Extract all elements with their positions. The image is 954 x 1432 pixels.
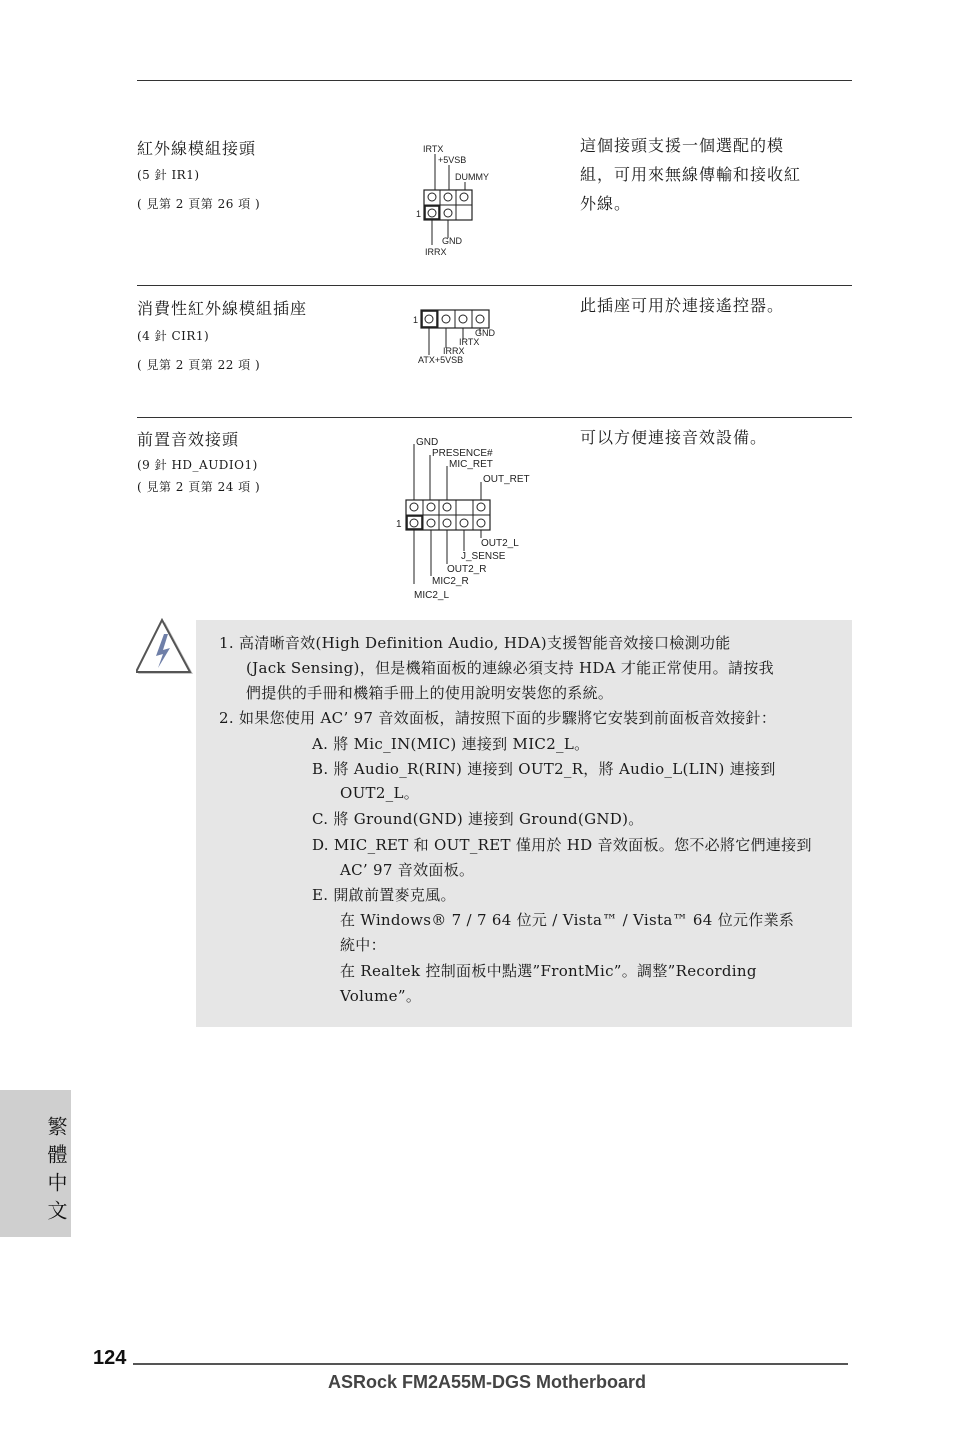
note-line: E. 開啟前置麥克風。 [312,886,456,904]
top-rule [137,80,852,81]
note-line: 2. 如果您使用 AC’ 97 音效面板，請按照下面的步驟將它安裝到前面板音效接針： [219,709,777,727]
note-line: B. 將 Audio_R(RIN) 連接到 OUT2_R，將 Audio_L(LIN) 連接到 [312,760,776,778]
note-line: 在 Realtek 控制面板中點選”FrontMic”。調整”Recording [340,962,757,980]
section-divider [137,417,852,418]
pin-label-irrx: IRRX [425,247,447,257]
section-description [580,131,840,218]
note-line: C. 將 Ground(GND) 連接到 Ground(GND)。 [312,810,644,828]
pin-label-dummy: DUMMY [455,172,489,182]
section-title: 消費性紅外線模組插座 [137,299,308,318]
language-side-tab [0,1090,71,1237]
pin-label-5vsb: +5VSB [438,155,467,165]
page-number: 124 [93,1347,127,1369]
footer-rule [133,1363,848,1365]
pin1-marker: 1 [416,209,422,219]
ir-header-diagram [410,140,510,260]
section-title: 前置音效接頭 [137,430,240,449]
note-line: AC’ 97 音效面板。 [340,861,475,879]
note-line: 們提供的手冊和機箱手冊上的使用說明安裝您的系統。 [246,684,614,702]
note-line: 在 Windows® 7 / 7 64 位元 / Vista™ / Vista™ 64 位元作業系 [340,911,795,929]
pin-label-gnd: GND [442,236,462,246]
pin-label-mic2-l: MIC2_L [414,590,450,601]
note-line: D. MIC_RET 和 OUT_RET 僅用於 HD 音效面板。您不必將它們連接到 [312,836,812,854]
section-description: 可以方便連接音效設備。 [580,428,768,447]
section-ref: ( 見第 2 頁第 24 項 ) [137,480,261,494]
pin-label-atx5vsb: ATX+5VSB [418,355,464,365]
pin-label-gnd: GND [416,437,439,448]
note-line: A. 將 Mic_IN(MIC) 連接到 MIC2_L。 [312,735,590,753]
pin-label-out-ret: OUT_RET [483,474,530,485]
footer-product-name: ASRock FM2A55M-DGS Motherboard [328,1372,647,1392]
section-title: 紅外線模組接頭 [137,139,257,158]
pin-label-presence: PRESENCE# [432,448,493,459]
pin-label-j-sense: J_SENSE [461,551,506,562]
section-pins: (4 針 CIR1) [137,329,210,343]
cir-header-diagram [410,305,510,370]
section-divider [137,285,852,286]
warning-lightning-icon [136,618,196,678]
pin1-marker: 1 [396,519,402,530]
pin-label-mic-ret: MIC_RET [449,459,493,470]
note-line: 統中： [340,936,386,954]
section-description: 此插座可用於連接遙控器。 [580,296,785,315]
pin-label-irtx: IRTX [423,144,444,154]
hd-audio-diagram [392,432,542,604]
section-ref: ( 見第 2 頁第 22 項 ) [137,358,261,372]
pin1-marker: 1 [413,315,419,325]
note-line: (Jack Sensing)，但是機箱面板的連線必須支持 HDA 才能正常使用。請按我 [246,659,774,677]
language-label: 繁體中文 [44,1116,68,1228]
note-line: Volume”。 [340,987,422,1005]
note-line: OUT2_L。 [340,784,420,802]
note-line: 1. 高清晰音效(High Definition Audio, HDA)支援智能音效接口檢測功能 [219,634,731,652]
pin-label-gnd: GND [475,328,495,338]
pin-label-out2-r: OUT2_R [447,564,487,575]
pin-label-out2-l: OUT2_L [481,538,519,549]
section-ref: ( 見第 2 頁第 26 項 ) [137,197,261,211]
description-line: 這個接頭支援一個選配的模 [580,136,785,155]
section-pins: (5 針 IR1) [137,168,200,182]
section-pins: (9 針 HD_AUDIO1) [137,458,258,472]
pin-label-irrx: IRRX [443,346,465,356]
pin-label-mic2-r: MIC2_R [432,576,469,587]
description-line: 外線。 [580,194,632,213]
pin-label-irtx: IRTX [459,337,480,347]
description-line: 組，可用來無線傳輸和接收紅 [580,165,802,184]
